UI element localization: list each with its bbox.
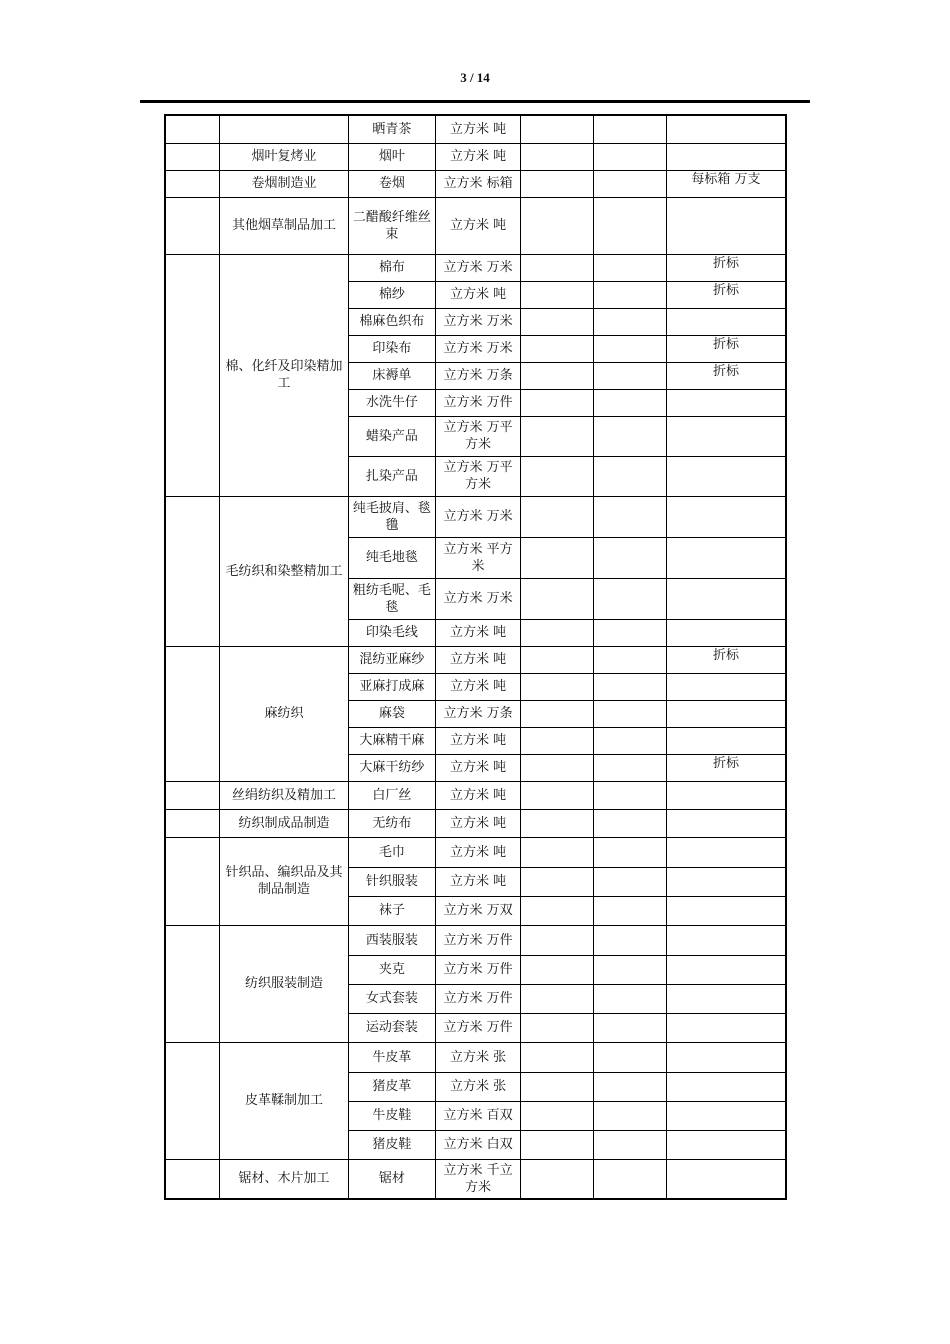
value-cell-a: [521, 896, 594, 925]
note-cell: [666, 1159, 786, 1199]
index-cell: [165, 809, 220, 837]
unit-cell: 立方米 吨: [435, 197, 520, 254]
product-cell: 白厂丝: [348, 781, 435, 809]
product-cell: 猪皮鞋: [348, 1130, 435, 1159]
index-cell: [165, 925, 220, 1042]
note-cell: [666, 896, 786, 925]
industry-cell: 锯材、木片加工: [220, 1159, 349, 1199]
unit-cell: 立方米 吨: [435, 143, 520, 170]
unit-cell: 立方米 万件: [435, 389, 520, 416]
unit-cell: 立方米 吨: [435, 115, 520, 143]
value-cell-b: [594, 335, 667, 362]
note-cell: [666, 578, 786, 619]
note-cell: [666, 925, 786, 955]
value-cell-a: [521, 170, 594, 197]
header-rule: [140, 100, 810, 103]
product-cell: 棉布: [348, 254, 435, 281]
product-cell: 蜡染产品: [348, 416, 435, 456]
product-cell: 牛皮鞋: [348, 1101, 435, 1130]
unit-cell: 立方米 白双: [435, 1130, 520, 1159]
value-cell-b: [594, 389, 667, 416]
note-cell: 折标: [666, 754, 786, 781]
unit-cell: 立方米 吨: [435, 281, 520, 308]
value-cell-b: [594, 1072, 667, 1101]
value-cell-b: [594, 781, 667, 809]
value-cell-b: [594, 955, 667, 984]
product-cell: 大麻干纺纱: [348, 754, 435, 781]
industry-cell: 麻纺织: [220, 646, 349, 781]
value-cell-b: [594, 727, 667, 754]
value-cell-b: [594, 456, 667, 496]
unit-cell: 立方米 吨: [435, 727, 520, 754]
product-cell: 印染布: [348, 335, 435, 362]
value-cell-a: [521, 1159, 594, 1199]
table-row: [165, 496, 786, 537]
unit-cell: 立方米 吨: [435, 837, 520, 867]
value-cell-b: [594, 308, 667, 335]
note-cell: [666, 673, 786, 700]
note-cell: [666, 416, 786, 456]
note-cell: 折标: [666, 335, 786, 362]
unit-cell: 立方米 吨: [435, 673, 520, 700]
value-cell-b: [594, 197, 667, 254]
product-cell: 亚麻打成麻: [348, 673, 435, 700]
note-cell: [666, 727, 786, 754]
value-cell-a: [521, 727, 594, 754]
value-cell-b: [594, 984, 667, 1013]
product-cell: 牛皮革: [348, 1042, 435, 1072]
industry-cell: 皮革鞣制加工: [220, 1042, 349, 1159]
product-cell: 运动套装: [348, 1013, 435, 1042]
product-cell: 猪皮革: [348, 1072, 435, 1101]
value-cell-a: [521, 1101, 594, 1130]
value-cell-b: [594, 254, 667, 281]
table-row: [165, 254, 786, 281]
table-row: [165, 143, 786, 170]
value-cell-a: [521, 955, 594, 984]
value-cell-b: [594, 700, 667, 727]
product-cell: 纯毛地毯: [348, 537, 435, 578]
table-row: [165, 170, 786, 197]
product-cell: 棉麻色织布: [348, 308, 435, 335]
industry-water-quota-table: [164, 114, 787, 1200]
index-cell: [165, 496, 220, 646]
value-cell-a: [521, 496, 594, 537]
note-cell: [666, 308, 786, 335]
index-cell: [165, 197, 220, 254]
note-cell: 折标: [666, 254, 786, 281]
industry-cell: 针织品、编织品及其制品制造: [220, 837, 349, 925]
product-cell: 印染毛线: [348, 619, 435, 646]
value-cell-b: [594, 362, 667, 389]
value-cell-a: [521, 867, 594, 896]
note-cell: [666, 1013, 786, 1042]
unit-cell: 立方米 万米: [435, 335, 520, 362]
unit-cell: 立方米 万条: [435, 700, 520, 727]
value-cell-a: [521, 416, 594, 456]
value-cell-b: [594, 281, 667, 308]
value-cell-a: [521, 254, 594, 281]
value-cell-a: [521, 837, 594, 867]
value-cell-b: [594, 619, 667, 646]
unit-cell: 立方米 万米: [435, 254, 520, 281]
value-cell-b: [594, 578, 667, 619]
product-cell: 针织服装: [348, 867, 435, 896]
value-cell-b: [594, 115, 667, 143]
value-cell-b: [594, 809, 667, 837]
table-row: [165, 1042, 786, 1072]
page-number: 3 / 14: [460, 70, 490, 85]
note-cell: [666, 143, 786, 170]
value-cell-b: [594, 673, 667, 700]
unit-cell: 立方米 万条: [435, 362, 520, 389]
note-cell: 折标: [666, 281, 786, 308]
note-cell: [666, 837, 786, 867]
value-cell-a: [521, 619, 594, 646]
value-cell-a: [521, 115, 594, 143]
unit-cell: 立方米 万米: [435, 496, 520, 537]
product-cell: 大麻精干麻: [348, 727, 435, 754]
table-row: [165, 646, 786, 673]
value-cell-a: [521, 1072, 594, 1101]
value-cell-b: [594, 925, 667, 955]
unit-cell: 立方米 吨: [435, 619, 520, 646]
value-cell-b: [594, 1042, 667, 1072]
note-cell: [666, 496, 786, 537]
note-cell: [666, 1042, 786, 1072]
industry-cell: 烟叶复烤业: [220, 143, 349, 170]
product-cell: 棉纱: [348, 281, 435, 308]
product-cell: 麻袋: [348, 700, 435, 727]
index-cell: [165, 1159, 220, 1199]
unit-cell: 立方米 万平方米: [435, 416, 520, 456]
industry-cell: 卷烟制造业: [220, 170, 349, 197]
product-cell: 女式套装: [348, 984, 435, 1013]
industry-cell: 毛纺织和染整精加工: [220, 496, 349, 646]
index-cell: [165, 143, 220, 170]
table-row: [165, 1159, 786, 1199]
note-cell: [666, 700, 786, 727]
value-cell-a: [521, 1042, 594, 1072]
product-cell: 晒青茶: [348, 115, 435, 143]
note-cell: [666, 984, 786, 1013]
product-cell: 锯材: [348, 1159, 435, 1199]
unit-cell: 立方米 平方米: [435, 537, 520, 578]
value-cell-a: [521, 673, 594, 700]
value-cell-b: [594, 170, 667, 197]
value-cell-a: [521, 925, 594, 955]
industry-cell: 纺织服装制造: [220, 925, 349, 1042]
value-cell-a: [521, 700, 594, 727]
value-cell-b: [594, 754, 667, 781]
unit-cell: 立方米 吨: [435, 646, 520, 673]
note-cell: [666, 619, 786, 646]
value-cell-b: [594, 896, 667, 925]
value-cell-a: [521, 1130, 594, 1159]
value-cell-b: [594, 496, 667, 537]
product-cell: 无纺布: [348, 809, 435, 837]
product-cell: 烟叶: [348, 143, 435, 170]
index-cell: [165, 646, 220, 781]
unit-cell: 立方米 万件: [435, 984, 520, 1013]
product-cell: 纯毛披肩、毯氇: [348, 496, 435, 537]
value-cell-a: [521, 143, 594, 170]
value-cell-b: [594, 646, 667, 673]
value-cell-b: [594, 837, 667, 867]
unit-cell: 立方米 万米: [435, 308, 520, 335]
value-cell-b: [594, 1013, 667, 1042]
product-cell: 西装服装: [348, 925, 435, 955]
industry-cell: 纺织制成品制造: [220, 809, 349, 837]
product-cell: 粗纺毛呢、毛毯: [348, 578, 435, 619]
value-cell-a: [521, 578, 594, 619]
industry-cell: [220, 115, 349, 143]
industry-cell: 其他烟草制品加工: [220, 197, 349, 254]
value-cell-a: [521, 362, 594, 389]
value-cell-a: [521, 537, 594, 578]
index-cell: [165, 781, 220, 809]
product-cell: 床褥单: [348, 362, 435, 389]
value-cell-a: [521, 389, 594, 416]
table-row: [165, 115, 786, 143]
product-cell: 卷烟: [348, 170, 435, 197]
value-cell-a: [521, 754, 594, 781]
unit-cell: 立方米 百双: [435, 1101, 520, 1130]
unit-cell: 立方米 吨: [435, 809, 520, 837]
product-cell: 扎染产品: [348, 456, 435, 496]
note-cell: 折标: [666, 362, 786, 389]
unit-cell: 立方米 吨: [435, 781, 520, 809]
industry-cell: 丝绢纺织及精加工: [220, 781, 349, 809]
note-cell: [666, 809, 786, 837]
value-cell-b: [594, 416, 667, 456]
value-cell-a: [521, 335, 594, 362]
note-cell: 折标: [666, 646, 786, 673]
note-cell: [666, 456, 786, 496]
value-cell-a: [521, 809, 594, 837]
index-cell: [165, 1042, 220, 1159]
value-cell-a: [521, 984, 594, 1013]
unit-cell: 立方米 标箱: [435, 170, 520, 197]
product-cell: 毛巾: [348, 837, 435, 867]
table-body: [165, 115, 786, 1199]
unit-cell: 立方米 万平方米: [435, 456, 520, 496]
note-cell: [666, 389, 786, 416]
value-cell-b: [594, 1130, 667, 1159]
unit-cell: 立方米 万件: [435, 955, 520, 984]
unit-cell: 立方米 千立方米: [435, 1159, 520, 1199]
note-cell: [666, 115, 786, 143]
value-cell-b: [594, 867, 667, 896]
unit-cell: 立方米 吨: [435, 754, 520, 781]
note-cell: [666, 1101, 786, 1130]
note-cell: [666, 781, 786, 809]
value-cell-a: [521, 781, 594, 809]
unit-cell: 立方米 万米: [435, 578, 520, 619]
unit-cell: 立方米 吨: [435, 867, 520, 896]
index-cell: [165, 837, 220, 925]
table-row: [165, 197, 786, 254]
note-cell: 每标箱 万支: [666, 170, 786, 197]
unit-cell: 立方米 万件: [435, 925, 520, 955]
index-cell: [165, 254, 220, 496]
note-cell: [666, 867, 786, 896]
product-cell: 袜子: [348, 896, 435, 925]
table-row: [165, 925, 786, 955]
value-cell-b: [594, 537, 667, 578]
note-cell: [666, 197, 786, 254]
product-cell: 夹克: [348, 955, 435, 984]
note-cell: [666, 955, 786, 984]
value-cell-b: [594, 143, 667, 170]
industry-cell: 棉、化纤及印染精加工: [220, 254, 349, 496]
note-cell: [666, 537, 786, 578]
index-cell: [165, 115, 220, 143]
table-row: [165, 781, 786, 809]
note-cell: [666, 1072, 786, 1101]
product-cell: 水洗牛仔: [348, 389, 435, 416]
note-cell: [666, 1130, 786, 1159]
value-cell-a: [521, 456, 594, 496]
table-row: [165, 837, 786, 867]
value-cell-a: [521, 281, 594, 308]
value-cell-a: [521, 197, 594, 254]
value-cell-a: [521, 646, 594, 673]
unit-cell: 立方米 张: [435, 1042, 520, 1072]
product-cell: 混纺亚麻纱: [348, 646, 435, 673]
unit-cell: 立方米 万件: [435, 1013, 520, 1042]
value-cell-b: [594, 1159, 667, 1199]
product-cell: 二醋酸纤维丝束: [348, 197, 435, 254]
value-cell-a: [521, 308, 594, 335]
value-cell-a: [521, 1013, 594, 1042]
unit-cell: 立方米 万双: [435, 896, 520, 925]
table-row: [165, 809, 786, 837]
value-cell-b: [594, 1101, 667, 1130]
unit-cell: 立方米 张: [435, 1072, 520, 1101]
index-cell: [165, 170, 220, 197]
